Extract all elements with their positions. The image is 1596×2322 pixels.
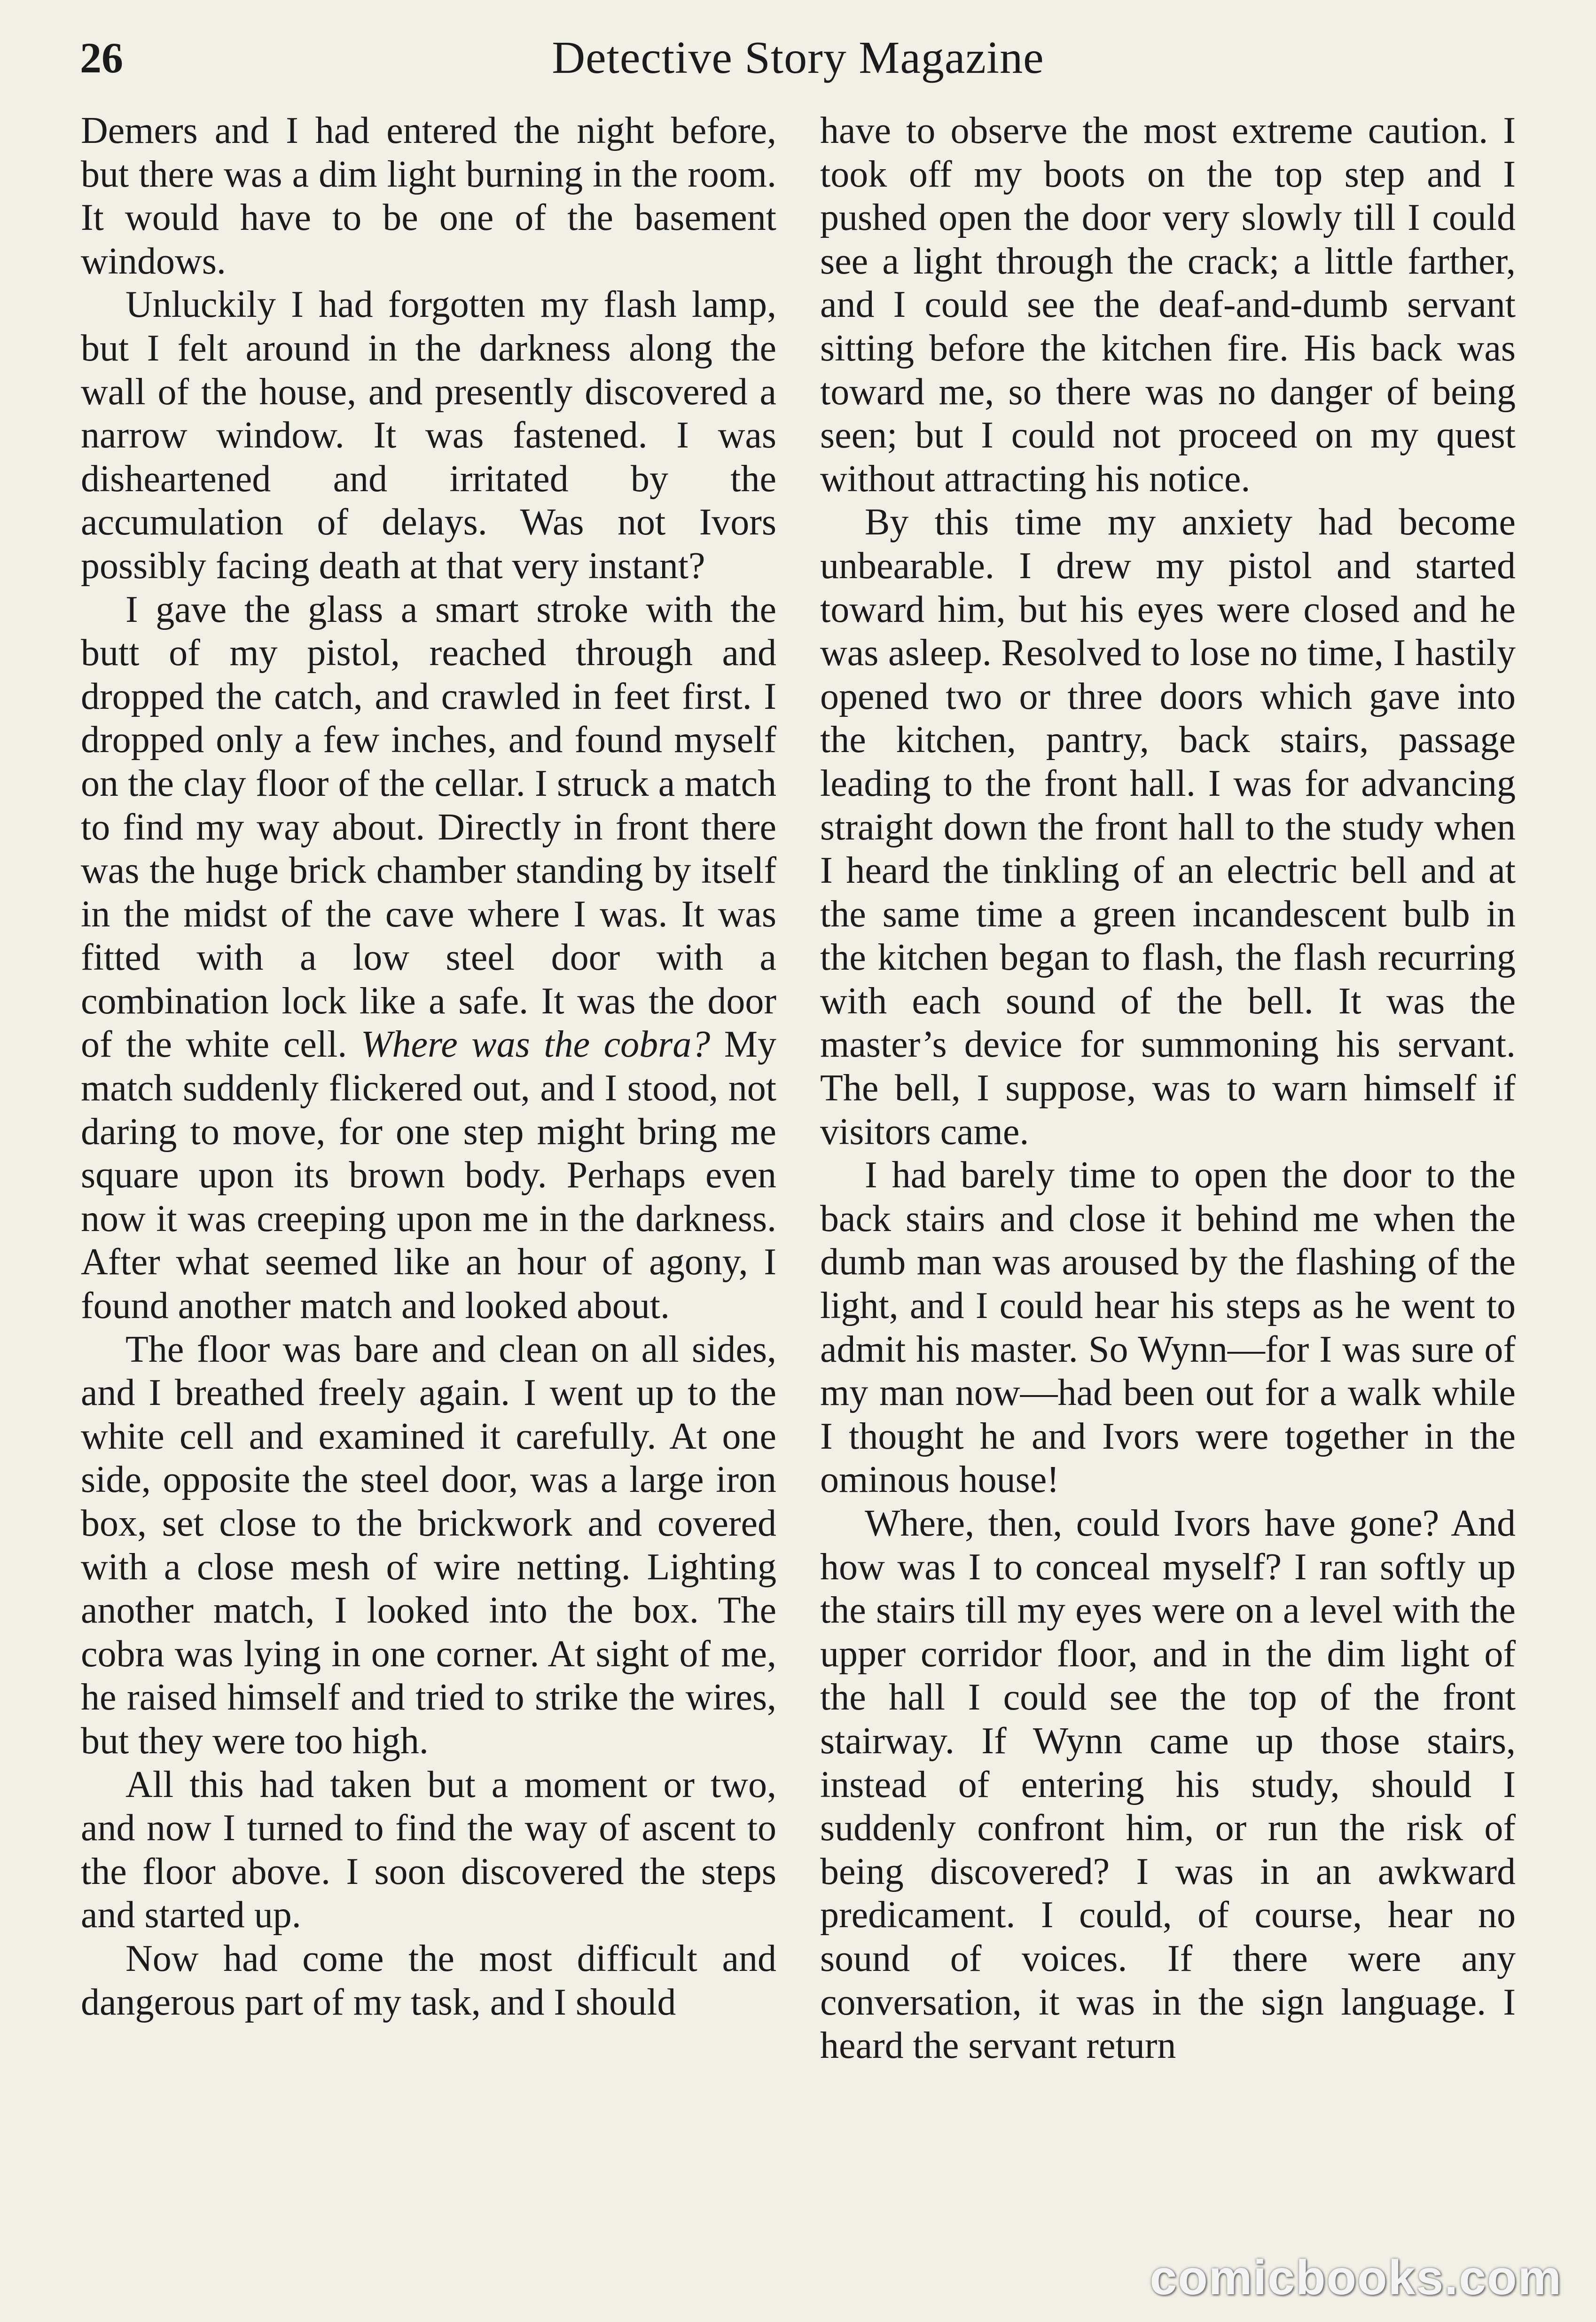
left-column [81,109,776,2024]
paragraph: The floor was bare and clean on all sides, and I breathed freely again. I went up to the white cell and examined it carefully. At one side, opposite the steel door, was a large iron box, set close to the brickwork and covered with a close mesh of wire netting. Lighting another match, I looked into the box. The cobra was lying in one corner. At sight of me, he raised himself and tried to strike the wires, but they were too high. [81,1328,776,1762]
paragraph: Unluckily I had forgotten my flash lamp, but I felt around in the darkness along the wall of the house, and presently discovered a narrow window. It was fastened. I was disheartened and irritated by the accumulation of delays. Was not Ivors possibly facing death at that very instant? [81,284,776,587]
watermark: comicbooks.com [1150,2251,1562,2305]
italic-text: Where was the cobra? [360,1024,711,1066]
page-header [80,27,1516,88]
right-column [820,109,1516,2068]
paragraph: have to observe the most extreme caution. I took off my boots on the top step and I pushed open the door very slowly till I could see a light through the crack; a little farther, and I could see the deaf-and-dumb servant sitting before the kitchen fire. His back was toward me, so there was no danger of being seen; but I could not proceed on my quest without attracting his notice. [820,110,1516,500]
paragraph: I had barely time to open the door to the back stairs and close it behind me when the dumb man was aroused by the flashing of the light, and I could hear his steps as he went to admit his master. So Wynn—for I was sure of my man now—had been out for a walk while I thought he and Ivors were together in the ominous house! [820,1154,1516,1501]
paragraph: Demers and I had entered the night before, but there was a dim light burning in the room. It would have to be one of the basement windows. [81,110,776,282]
paragraph: Now had come the most difficult and dangerous part of my task, and I should [81,1938,776,2023]
paragraph-text: I gave the glass a smart stroke with the butt of my pistol, reached through and dropped the catch, and crawled in feet first. I dropped only a few inches, and found myself on the clay floor of the cellar. I struck a match to find my way about. Directly in front there was the huge brick chamber standing by itself in the midst of the cave where I was. It was fitted with a low steel door with a combination lock like a safe. It was the door of the white cell. [81,588,776,1066]
paragraph: By this time my anxiety had become unbearable. I drew my pistol and started toward him, but his eyes were closed and he was asleep. Resolved to lose no time, I hastily opened two or three doors which gave into the kitchen, pantry, back stairs, passage leading to the front hall. I was for advancing straight down the front hall to the study when I heard the tinkling of an electric bell and at the same time a green incandescent bulb in the kitchen began to flash, the flash recurring with each sound of the bell. It was the master’s device for summoning his servant. The bell, I suppose, was to warn himself if visitors came. [820,502,1516,1153]
paragraph-text: My match suddenly flickered out, and I stood, not daring to move, for one step might bring me square upon its brown body. Perhaps even now it was creeping upon me in the darkness. After what seemed like an hour of agony, I found another match and looked about. [81,1024,777,1327]
paragraph: All this had taken but a moment or two, and now I turned to find the way of ascent to the floor above. I soon discovered the steps and started up. [81,1764,776,1936]
page-number: 26 [80,34,123,82]
paragraph: Where, then, could Ivors have gone? And how was I to conceal myself? I ran softly up the stairs till my eyes were on a level with the upper corridor floor, and in the dim light of the hall I could see the top of the front stairway. If Wynn came up those stairs, instead of entering his study, should I suddenly confront him, or run the risk of being discovered? I was in an awkward predicament. I could, of course, hear no sound of voices. If there were any conversation, it was in the sign language. I heard the servant return [820,1503,1516,2067]
magazine-title: Detective Story Magazine [552,32,1044,83]
paragraph [81,588,776,1328]
